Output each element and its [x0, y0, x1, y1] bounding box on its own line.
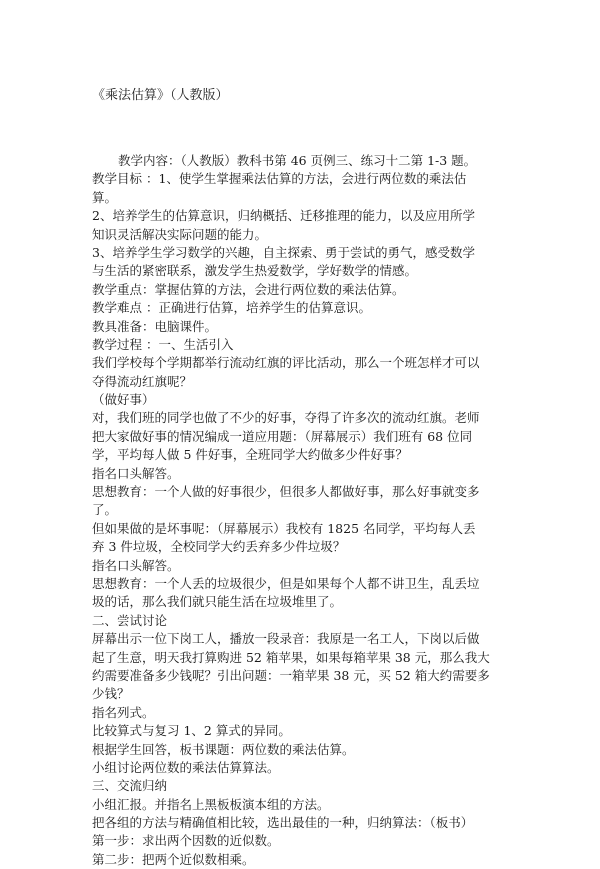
text-line: 教具准备：电脑课件。 — [92, 318, 218, 334]
text-line: 算。 — [92, 189, 118, 205]
text-line: 第一步：求出两个因数的近似数。 — [92, 833, 280, 849]
text-line: 圾的话，那么我们就只能生活在垃圾堆里了。 — [92, 594, 343, 610]
text-line: 二、尝试讨论 — [92, 612, 168, 628]
text-line: 与生活的紧密联系，激发学生热爱数学，学好数学的情感。 — [92, 263, 418, 279]
document-title: 《乘法估算》（人教版） — [92, 88, 229, 103]
text-line: 学，平均每人做 5 件好事，全班同学大约做多少件好事？ — [92, 447, 408, 463]
text-line: 第二步：把两个近似数相乘。 — [92, 851, 255, 867]
text-line: 约需要准备多少钱呢？引出问题：一箱苹果 38 元，买 52 箱大约需要多 — [92, 667, 490, 683]
text-line: （做好事） — [92, 392, 155, 408]
text-line: 思想教育：一个人做的好事很少，但很多人都做好事，那么好事就变多 — [92, 484, 480, 500]
text-line: 教学重点：掌握估算的方法，会进行两位数的乘法估算。 — [92, 281, 405, 297]
text-line: 教学目标 ：1、使学生掌握乘法估算的方法，会进行两位数的乘法估 — [92, 171, 467, 187]
text-line: 思想教育：一个人丢的垃圾很少，但是如果每个人都不讲卫生，乱丢垃 — [92, 575, 480, 591]
text-line: 起了生意，明天我打算购进 52 箱苹果，如果每箱苹果 38 元，那么我大 — [92, 649, 490, 665]
text-line: 指名列式。 — [92, 704, 155, 720]
text-line: 小组讨论两位数的乘法估算算法。 — [92, 759, 280, 775]
text-line: 但如果做的是坏事呢：（屏幕展示）我校有 1825 名同学，平均每人丢 — [92, 520, 476, 536]
text-line: 夺得流动红旗呢？ — [92, 373, 193, 389]
text-line: 教学难点 ：正确进行估算，培养学生的估算意识。 — [92, 300, 371, 316]
text-line: 比较算式与复习 1、2 算式的异同。 — [92, 723, 291, 739]
document-body — [92, 152, 490, 869]
text-line: 2、培养学生的估算意识，归纳概括、迁移推理的能力，以及应用所学 — [92, 208, 475, 224]
text-line: 指名口头解答。 — [92, 557, 180, 573]
text-line: 知识灵活解决实际问题的能力。 — [92, 226, 268, 242]
text-line: 教学过程 ：一、生活引入 — [92, 336, 234, 352]
text-line: 三、交流归纳 — [92, 778, 168, 794]
text-line: 指名口头解答。 — [92, 465, 180, 481]
text-line: 把各组的方法与精确值相比较，选出最佳的一种，归纳算法：（板书） — [92, 815, 474, 831]
text-line: 小组汇报。并指名上黑板板演本组的方法。 — [92, 796, 330, 812]
text-line: 少钱？ — [92, 686, 130, 702]
text-line: 3、培养学生学习数学的兴趣，自主探索、勇于尝试的勇气，感受数学 — [92, 244, 475, 260]
text-line: 了。 — [92, 502, 118, 518]
text-line: 对，我们班的同学也做了不少的好事，夺得了许多次的流动红旗。老师 — [92, 410, 480, 426]
text-line: 把大家做好事的情况编成一道应用题：（屏幕展示）我们班有 68 位同 — [92, 428, 473, 444]
text-line: 根据学生回答，板书课题：两位数的乘法估算。 — [92, 741, 355, 757]
text-line: 教学内容：（人教版）教科书第 46 页例三、练习十二第 1-3 题。 — [118, 153, 477, 168]
text-line: 我们学校每个学期都举行流动红旗的评比活动，那么一个班怎样才可以 — [92, 355, 480, 371]
text-line: 屏幕出示一位下岗工人，播放一段录音：我原是一名工人，下岗以后做 — [92, 631, 480, 647]
text-line: 弃 3 件垃圾，全校同学大约丢弃多少件垃圾？ — [92, 539, 346, 555]
